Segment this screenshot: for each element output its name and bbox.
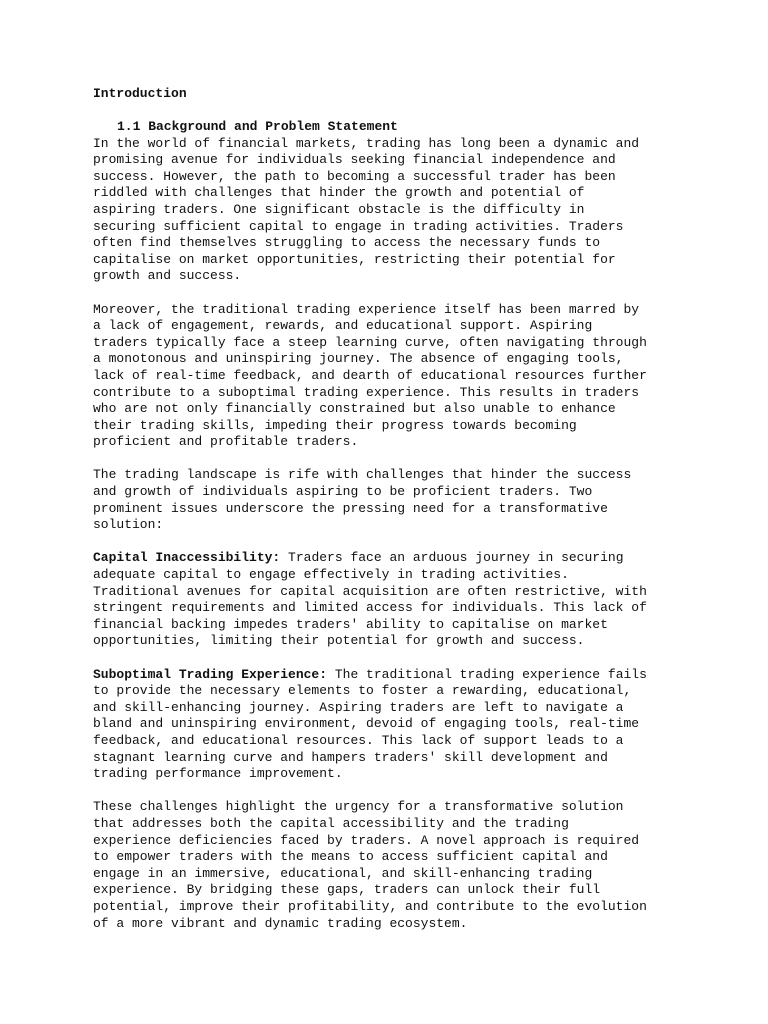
text-line — [93, 268, 693, 285]
line-text: to provide the necessary elements to foster a rewarding, educational, — [93, 683, 632, 699]
paragraph-label: Suboptimal Trading Experience: — [93, 666, 328, 682]
text-line — [93, 434, 693, 451]
text-line — [93, 683, 693, 700]
text-line — [93, 335, 693, 352]
line-text: Traditional avenues for capital acquisition are often restrictive, with — [93, 583, 647, 599]
text-line — [93, 368, 693, 385]
text-line — [93, 916, 693, 933]
text-line — [93, 152, 693, 169]
line-text: The trading landscape is rife with challenges that hinder the success — [93, 467, 632, 483]
line-text: aspiring traders. One significant obstacle is the difficulty in — [93, 201, 585, 217]
text-line — [93, 866, 693, 883]
text-line — [93, 833, 693, 850]
text-line — [93, 799, 693, 816]
paragraph — [93, 550, 693, 650]
text-line — [93, 501, 693, 518]
line-text: feedback, and educational resources. This lack of support leads to a — [93, 732, 624, 748]
text-line — [93, 467, 693, 484]
text-line — [93, 584, 693, 601]
text-line — [93, 219, 693, 236]
line-text: promising avenue for individuals seeking financial independence and — [93, 152, 616, 168]
line-text: prominent issues underscore the pressing need for a transformative — [93, 500, 608, 516]
text-line — [93, 202, 693, 219]
line-text: stringent requirements and limited access for individuals. This lack of — [93, 600, 647, 616]
line-text: success. However, the path to becoming a successful trader has been — [93, 168, 616, 184]
line-text: bland and uninspiring environment, devoid of engaging tools, real-time — [93, 716, 640, 732]
line-text: The traditional trading experience fails — [327, 666, 647, 682]
text-line — [93, 401, 693, 418]
text-line — [93, 418, 693, 435]
line-text: riddled with challenges that hinder the growth and potential of — [93, 185, 585, 201]
line-text: that addresses both the capital accessibility and the trading — [93, 815, 569, 831]
paragraph-label: Capital Inaccessibility: — [93, 550, 281, 566]
text-line — [93, 252, 693, 269]
line-text: of a more vibrant and dynamic trading ecosystem. — [93, 915, 468, 931]
line-text: stagnant learning curve and hampers traders' skill development and — [93, 749, 608, 765]
line-text: contribute to a suboptimal trading experience. This results in traders — [93, 384, 640, 400]
text-line — [93, 617, 693, 634]
line-text: Traders face an arduous journey in securing — [280, 550, 624, 566]
text-line — [93, 169, 693, 186]
text-line — [93, 733, 693, 750]
line-text: and growth of individuals aspiring to be proficient traders. Two — [93, 484, 593, 500]
section-heading: 1.1 Background and Problem Statement — [117, 119, 398, 134]
line-text: experience deficiencies faced by traders. A novel approach is required — [93, 832, 640, 848]
text-line — [93, 667, 693, 684]
text-line — [93, 600, 693, 617]
line-text: often find themselves struggling to access the necessary funds to — [93, 235, 601, 251]
document-page — [93, 86, 693, 932]
line-text: financial backing impedes traders' ability to capitalise on market — [93, 616, 608, 632]
text-line — [93, 351, 693, 368]
text-line — [93, 235, 693, 252]
text-line — [93, 882, 693, 899]
line-text: solution: — [93, 517, 164, 533]
body-text — [93, 136, 693, 933]
line-text: growth and success. — [93, 268, 242, 284]
line-text: a lack of engagement, rewards, and educational support. Aspiring — [93, 318, 593, 334]
line-text: their trading skills, impeding their progress towards becoming — [93, 417, 577, 433]
line-text: opportunities, limiting their potential for growth and success. — [93, 633, 585, 649]
text-line — [93, 517, 693, 534]
line-text: securing sufficient capital to engage in trading activities. Traders — [93, 218, 624, 234]
line-text: experience. By bridging these gaps, traders can unlock their full — [93, 882, 601, 898]
text-line — [93, 385, 693, 402]
paragraph — [93, 302, 693, 451]
text-line — [93, 318, 693, 335]
line-text: These challenges highlight the urgency for a transformative solution — [93, 799, 624, 815]
line-text: Moreover, the traditional trading experience itself has been marred by — [93, 301, 640, 317]
line-text: adequate capital to engage effectively in trading activities. — [93, 567, 569, 583]
text-line — [93, 849, 693, 866]
text-line — [93, 567, 693, 584]
paragraph — [93, 467, 693, 533]
line-text: a monotonous and uninspiring journey. The absence of engaging tools, — [93, 351, 624, 367]
text-line — [93, 550, 693, 567]
paragraph — [93, 667, 693, 783]
text-line — [93, 716, 693, 733]
text-line — [93, 185, 693, 202]
line-text: to empower traders with the means to access sufficient capital and — [93, 849, 608, 865]
text-line — [93, 766, 693, 783]
line-text: In the world of financial markets, trading has long been a dynamic and — [93, 135, 640, 151]
text-line — [93, 816, 693, 833]
line-text: engage in an immersive, educational, and skill-enhancing trading — [93, 865, 593, 881]
line-text: capitalise on market opportunities, restricting their potential for — [93, 251, 616, 267]
line-text: trading performance improvement. — [93, 766, 343, 782]
text-line — [93, 750, 693, 767]
text-line — [93, 484, 693, 501]
line-text: potential, improve their profitability, and contribute to the evolution — [93, 898, 647, 914]
document-title: Introduction — [93, 86, 187, 101]
text-line — [93, 700, 693, 717]
line-text: proficient and profitable traders. — [93, 434, 359, 450]
paragraph — [93, 136, 693, 285]
paragraph — [93, 799, 693, 932]
line-text: lack of real-time feedback, and dearth of educational resources further — [93, 367, 647, 383]
text-line — [93, 633, 693, 650]
text-line — [93, 136, 693, 153]
text-line — [93, 302, 693, 319]
line-text: who are not only financially constrained but also unable to enhance — [93, 401, 616, 417]
line-text: and skill-enhancing journey. Aspiring traders are left to navigate a — [93, 699, 624, 715]
line-text: traders typically face a steep learning curve, often navigating through — [93, 334, 647, 350]
text-line — [93, 899, 693, 916]
